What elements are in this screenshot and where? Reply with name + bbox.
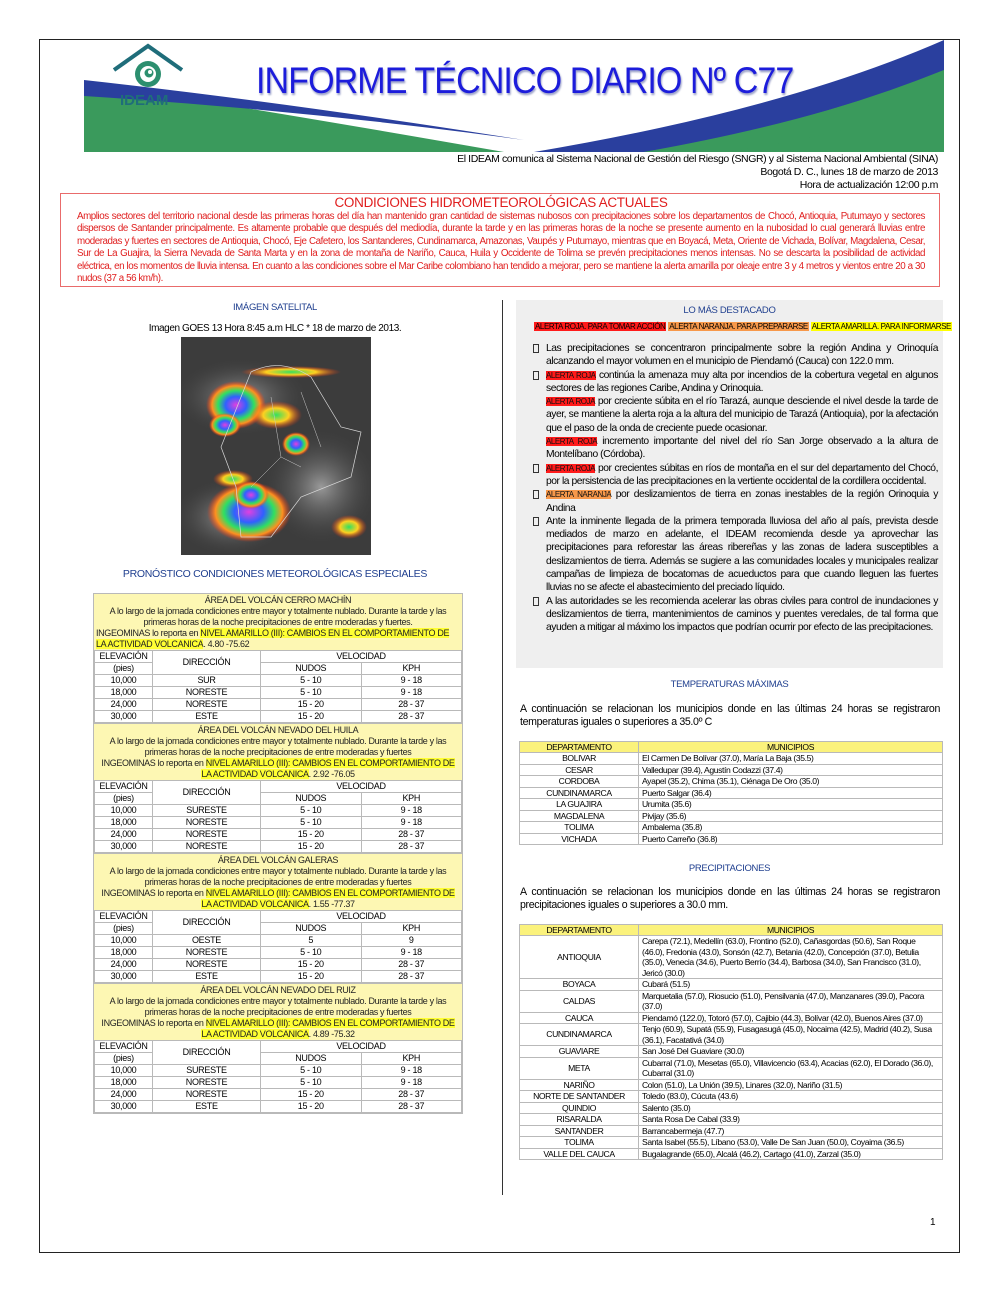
highlight-text: Ante la inminente llegada de la primera temporada lluviosa del año al país, prevista desde mediados de marzo en adelante, el IDEAM recomienda desde ya aprovechar las precipitaciones para reforestar las áreas ribereñas y las zonas de ladera susceptibles a deslizamientos de tierra. Además se sugiere a las comunidades locales y municipales realizar campañas de limpieza de bocatomas de acueductos para que cuando lleguen las fuertes lluvias no se afecte el abastecimiento del preciado líquido. <box>546 515 938 594</box>
col-elevation-unit: (pies) <box>95 663 153 675</box>
highlight-item <box>530 595 938 635</box>
col-knots: NUDOS <box>261 663 362 675</box>
bullet-box-icon <box>533 371 539 380</box>
table-row <box>95 805 462 817</box>
cell-department: CUNDINAMARCA <box>520 1024 639 1046</box>
cell-knots: 5 - 10 <box>261 675 362 687</box>
alert-tag-red: ALERTA ROJA <box>546 437 598 447</box>
temperatures-heading: TEMPERATURAS MÁXIMAS <box>670 679 789 690</box>
cell-kph: 28 - 37 <box>361 1089 462 1101</box>
cell-kph: 28 - 37 <box>361 971 462 983</box>
cell-direction: ESTE <box>153 1101 261 1113</box>
cell-department: SANTANDER <box>520 1125 639 1137</box>
highlight-text: Las precipitaciones se concentraron principalmente sobre la región Andina y Orinoquía alcanzando el mayor volumen en el municipio de Piendamó (Cauca) con 122.0 mm. <box>546 343 938 368</box>
alert-tag-red: ALERTA ROJA <box>546 397 595 407</box>
highlight-item <box>530 342 938 369</box>
table-row <box>520 1024 943 1046</box>
volcano-coords: . 4.80 -75.62 <box>203 639 250 649</box>
col-elevation: ELEVACIÓN <box>95 1041 153 1053</box>
satellite-heading: IMÁGEN SATELITAL <box>232 302 318 313</box>
cell-direction: NORESTE <box>153 959 261 971</box>
cell-knots: 15 - 20 <box>261 1101 362 1113</box>
col-knots: NUDOS <box>261 1053 362 1065</box>
ideam-logo-icon <box>108 42 188 92</box>
volcano-coords: . 4.89 -75.32 <box>308 1029 355 1039</box>
table-row <box>95 711 462 723</box>
satellite-map-graphic <box>181 337 371 555</box>
volcano-header <box>94 854 462 910</box>
col-speed: VELOCIDAD <box>261 911 462 923</box>
cell-elevation: 10,000 <box>95 675 153 687</box>
alert-level-highlight: NIVEL AMARILLO (III): CAMBIOS EN EL COMPORTAMIENTO DE LA ACTIVIDAD VOLCANICA <box>201 1018 455 1039</box>
cell-elevation: 24,000 <box>95 699 153 711</box>
table-row <box>95 947 462 959</box>
volcano-area-title: ÁREA DEL VOLCÁN GALERAS <box>217 855 339 865</box>
volcano-block-cerro-machin <box>93 593 463 724</box>
cell-direction: NORESTE <box>153 1089 261 1101</box>
cell-municipalities: El Carmen De Bolívar (37.0), María La Baja (35.5) <box>639 753 943 765</box>
cell-kph: 9 - 18 <box>361 817 462 829</box>
volcano-area-title: ÁREA DEL VOLCÁN CERRO MACHÍN <box>204 595 352 605</box>
volcano-coords: . 2.92 -76.05 <box>308 769 355 779</box>
cell-municipalities: Barrancabermeja (47.7) <box>639 1125 943 1137</box>
cell-elevation: 30,000 <box>95 711 153 723</box>
table-row <box>520 1046 943 1058</box>
volcano-description: A lo largo de la jornada condiciones entre mayor y totalmente nublado. Durante la tarde y las primeras horas de la noche precipitaciones de entre moderadas y fuertes <box>109 866 447 887</box>
cell-department: BOYACA <box>520 979 639 991</box>
col-elevation-unit: (pies) <box>95 923 153 935</box>
volcano-block-nevado-del-huila <box>93 723 463 854</box>
volcano-report <box>96 888 460 910</box>
cell-kph: 9 - 18 <box>361 947 462 959</box>
table-row <box>95 1077 462 1089</box>
cell-municipalities: Cubará (51.5) <box>639 979 943 991</box>
cell-department: NARIÑO <box>520 1079 639 1091</box>
volcano-description: A lo largo de la jornada condiciones entre mayor y totalmente nublado. Durante la tarde y las primeras horas de la noche precipitaciones de entre moderadas y fuertes <box>109 736 447 757</box>
cell-department: QUINDIO <box>520 1102 639 1114</box>
cell-municipalities: Piendamó (122.0), Totoró (57.0), Cajibio (44.3), Bolívar (42.0), Buenos Aires (37.0) <box>639 1012 943 1024</box>
highlight-text: continúa la amenaza muy alta por incendios de la cobertura vegetal en algunos sectores de las regiones Caribe, Andina y Orinoquia. <box>546 369 938 394</box>
cell-direction: SURESTE <box>153 805 261 817</box>
volcano-description: A lo largo de la jornada condiciones entre mayor y totalmente nublado. Durante la tarde y las primeras horas de la noche precipitaciones de entre moderadas y fuertes. <box>109 606 447 627</box>
table-row <box>520 1091 943 1103</box>
cell-municipalities: Ayapel (35.2), Chima (35.1), Ciénaga De Oro (35.0) <box>639 776 943 788</box>
cell-department: CORDOBA <box>520 776 639 788</box>
cell-knots: 15 - 20 <box>261 699 362 711</box>
table-row <box>95 1101 462 1113</box>
cell-kph: 9 <box>361 935 462 947</box>
cell-direction: ESTE <box>153 971 261 983</box>
cell-direction: OESTE <box>153 935 261 947</box>
report-prefix: INGEOMINAS lo reporta en <box>101 758 206 768</box>
cell-knots: 15 - 20 <box>261 829 362 841</box>
table-row <box>95 817 462 829</box>
cell-direction: SURESTE <box>153 1065 261 1077</box>
cell-direction: NORESTE <box>153 947 261 959</box>
cell-kph: 9 - 18 <box>361 1077 462 1089</box>
table-row <box>520 753 943 765</box>
cell-municipalities: Pivijay (35.6) <box>639 810 943 822</box>
col-speed: VELOCIDAD <box>261 781 462 793</box>
table-row <box>95 1089 462 1101</box>
cell-knots: 5 - 10 <box>261 1065 362 1077</box>
col-elevation: ELEVACIÓN <box>95 781 153 793</box>
cell-knots: 15 - 20 <box>261 841 362 853</box>
cell-municipalities: Puerto Salgar (36.4) <box>639 787 943 799</box>
cell-kph: 28 - 37 <box>361 829 462 841</box>
alert-level-highlight: NIVEL AMARILLO (III): CAMBIOS EN EL COMPORTAMIENTO DE LA ACTIVIDAD VOLCANICA <box>201 758 455 779</box>
col-department: DEPARTAMENTO <box>520 925 639 936</box>
bullet-box-icon <box>533 490 539 499</box>
table-row <box>95 971 462 983</box>
col-department: DEPARTAMENTO <box>520 742 639 753</box>
precipitation-table <box>519 924 943 1160</box>
highlight-item <box>530 515 938 595</box>
table-row <box>95 959 462 971</box>
cell-direction: NORESTE <box>153 687 261 699</box>
cell-direction: NORESTE <box>153 1077 261 1089</box>
col-municipalities: MUNICIPIOS <box>639 925 943 936</box>
highlight-text: incremento importante del nivel del río San Jorge observado a la altura de Montelíbano (Córdoba). <box>546 436 938 461</box>
cell-knots: 5 - 10 <box>261 805 362 817</box>
cell-direction: SUR <box>153 675 261 687</box>
report-prefix: INGEOMINAS lo reporta en <box>101 1018 206 1028</box>
legend-yellow-alert: ALERTA AMARILLA. PARA INFORMARSE <box>811 322 951 331</box>
volcano-report <box>96 628 460 650</box>
cell-municipalities: Urumita (35.6) <box>639 799 943 811</box>
wind-table <box>94 910 462 983</box>
volcano-header <box>94 594 462 650</box>
cell-department: CALDAS <box>520 990 639 1012</box>
col-kph: KPH <box>361 923 462 935</box>
col-direction: DIRECCIÓN <box>153 1041 261 1065</box>
cell-direction: NORESTE <box>153 829 261 841</box>
volcano-report <box>96 758 460 780</box>
table-row <box>520 833 943 845</box>
update-time: Hora de actualización 12:00 p.m <box>799 179 938 191</box>
col-kph: KPH <box>361 663 462 675</box>
table-row <box>95 935 462 947</box>
cell-department: NORTE DE SANTANDER <box>520 1091 639 1103</box>
volcano-report <box>96 1018 460 1040</box>
cell-knots: 5 - 10 <box>261 687 362 699</box>
precipitation-heading: PRECIPITACIONES <box>688 863 771 874</box>
cell-kph: 9 - 18 <box>361 805 462 817</box>
col-elevation: ELEVACIÓN <box>95 911 153 923</box>
table-row <box>95 687 462 699</box>
bullet-box-icon <box>533 517 539 526</box>
satellite-caption: Imagen GOES 13 Hora 8:45 a.m HLC * 18 de marzo de 2013. <box>148 323 402 334</box>
cell-department: VALLE DEL CAUCA <box>520 1148 639 1160</box>
alert-tag-red: ALERTA ROJA <box>546 463 596 473</box>
bullet-box-icon <box>533 344 539 353</box>
temperatures-intro: A continuación se relacionan los municipios donde en las últimas 24 horas se registraron temperaturas iguales o superiores a 35.0º C <box>520 703 940 728</box>
legend-red-alert: ALERTA ROJA. PARA TOMAR ACCIÓN <box>535 322 666 331</box>
table-row <box>520 1148 943 1160</box>
volcano-block-nevado-del-ruiz <box>93 983 463 1114</box>
col-direction: DIRECCIÓN <box>153 651 261 675</box>
cell-department: VICHADA <box>520 833 639 845</box>
alert-level-highlight: NIVEL AMARILLO (III): CAMBIOS EN EL COMPORTAMIENTO DE LA ACTIVIDAD VOLCANICA <box>96 628 450 649</box>
conditions-text: Amplios sectores del territorio nacional desde las primeras horas del día han mantenido gran cantidad de sistemas nubosos con precipitaciones sobre los departamentos de Chocó, Antioquia, Putumayo y sectores dispersos de Santander principalmente. Es altamente probable que después del mediodía, durante la tarde y en las primeras horas de la noche se presente aumento en la nubosidad lo cual generará lluvias entre moderadas y fuertes en sectores de Antioquia, Chocó, Eje Cafetero, los Santanderes, Cundinamarca, Amazonas, Vaupés y Putumayo, mientras que en Boyacá, Meta, Oriente de Vichada, Bolívar, Magdalena, Cesar, Sur de La Guajira, la Sierra Nevada de Santa Marta y en la zona de montaña de Nariño, Cauca, Huila y Occidente de Tolima se prevén precipitaciones menos intensas. No se descarta la posibilidad de actividad eléctrica, en los momentos de lluvia intensa. En cuanto a las condiciones sobre el Mar Caribe colombiano han tendido a mejorar, pero se mantiene la alerta amarilla por oleaje entre 3 y 4 metros y vientos entre 20 a 30 nudos (37 a 56 km/h). <box>77 211 925 285</box>
volcano-header <box>94 724 462 780</box>
cell-direction: NORESTE <box>153 699 261 711</box>
report-prefix: INGEOMINAS lo reporta en <box>96 628 201 638</box>
cell-municipalities: Valledupar (39.4), Agustín Codazzi (37.4) <box>639 764 943 776</box>
report-prefix: INGEOMINAS lo reporta en <box>101 888 206 898</box>
table-row <box>520 1102 943 1114</box>
table-row <box>520 1114 943 1126</box>
cell-department: LA GUAJIRA <box>520 799 639 811</box>
table-row <box>520 764 943 776</box>
cell-municipalities: Colon (51.0), La Unión (39.5), Linares (32.0), Nariño (31.5) <box>639 1079 943 1091</box>
cell-knots: 15 - 20 <box>261 959 362 971</box>
cell-elevation: 24,000 <box>95 959 153 971</box>
highlight-text: por crecientes súbitas en ríos de montaña en el sur del departamento del Chocó, por la persistencia de las precipitaciones en la vertiente occidental de la cordillera occidental. <box>546 462 938 487</box>
cell-knots: 5 - 10 <box>261 1077 362 1089</box>
col-knots: NUDOS <box>261 793 362 805</box>
cell-department: BOLIVAR <box>520 753 639 765</box>
table-row <box>95 829 462 841</box>
cell-knots: 15 - 20 <box>261 971 362 983</box>
table-row <box>520 936 943 979</box>
cell-elevation: 18,000 <box>95 947 153 959</box>
table-row <box>520 810 943 822</box>
table-row <box>520 990 943 1012</box>
cell-municipalities: Cubarral (71.0), Mesetas (65.0), Villavicencio (63.4), Acacias (62.0), El Dorado (36.0), Cubarral (31.0) <box>639 1057 943 1079</box>
table-row <box>520 1079 943 1091</box>
table-row <box>95 675 462 687</box>
highlight-item <box>530 369 938 396</box>
cell-municipalities: Puerto Carreño (36.8) <box>639 833 943 845</box>
temperatures-table <box>519 741 943 845</box>
bullet-box-icon <box>533 464 539 473</box>
cell-kph: 9 - 18 <box>361 687 462 699</box>
volcano-header <box>94 984 462 1040</box>
cell-department: TOLIMA <box>520 822 639 834</box>
cell-knots: 5 <box>261 935 362 947</box>
table-row <box>520 1125 943 1137</box>
cell-department: TOLIMA <box>520 1137 639 1149</box>
column-divider <box>502 300 503 1195</box>
highlight-item <box>530 435 938 462</box>
col-elevation-unit: (pies) <box>95 1053 153 1065</box>
communication-block <box>457 153 938 192</box>
col-elevation-unit: (pies) <box>95 793 153 805</box>
cell-knots: 5 - 10 <box>261 817 362 829</box>
cell-department: CUNDINAMARCA <box>520 787 639 799</box>
col-direction: DIRECCIÓN <box>153 781 261 805</box>
col-municipalities: MUNICIPIOS <box>639 742 943 753</box>
table-row <box>520 1057 943 1079</box>
col-elevation: ELEVACIÓN <box>95 651 153 663</box>
volcano-block-galeras <box>93 853 463 984</box>
table-row <box>95 1065 462 1077</box>
col-speed: VELOCIDAD <box>261 1041 462 1053</box>
bullet-box-icon <box>533 597 539 606</box>
cell-municipalities: Bugalagrande (65.0), Alcalá (46.2), Cartago (41.0), Zarzal (35.0) <box>639 1148 943 1160</box>
cell-knots: 5 - 10 <box>261 947 362 959</box>
table-row <box>520 799 943 811</box>
highlight-item <box>530 395 938 435</box>
table-row <box>520 1137 943 1149</box>
wind-table <box>94 1040 462 1113</box>
cell-municipalities: Marquetalia (57.0), Riosucio (51.0), Pensilvania (47.0), Manzanares (39.0), Pacora (37.0) <box>639 990 943 1012</box>
cell-elevation: 30,000 <box>95 971 153 983</box>
volcano-description: A lo largo de la jornada condiciones entre mayor y totalmente nublado. Durante la tarde y las primeras horas de la noche precipitaciones de entre moderadas y fuertes <box>109 996 447 1017</box>
cell-municipalities: Ambalema (35.8) <box>639 822 943 834</box>
cell-elevation: 18,000 <box>95 817 153 829</box>
alert-tag-orange: ALERTA NARANJA <box>546 490 612 500</box>
cell-elevation: 24,000 <box>95 829 153 841</box>
wind-table <box>94 650 462 723</box>
report-title: INFORME TÉCNICO DIARIO Nº C77 <box>256 60 794 101</box>
cell-direction: NORESTE <box>153 841 261 853</box>
col-kph: KPH <box>361 793 462 805</box>
cell-department: CAUCA <box>520 1012 639 1024</box>
cell-department: ANTIOQUIA <box>520 936 639 979</box>
cell-kph: 28 - 37 <box>361 959 462 971</box>
cell-elevation: 24,000 <box>95 1089 153 1101</box>
volcano-area-title: ÁREA DEL VOLCÁN NEVADO DEL RUIZ <box>200 985 356 995</box>
cell-kph: 28 - 37 <box>361 841 462 853</box>
conditions-title: CONDICIONES HIDROMETEOROLÓGICAS ACTUALES <box>334 195 668 210</box>
communication-text: El IDEAM comunica al Sistema Nacional de Gestión del Riesgo (SNGR) y al Sistema Nacional Ambiental (SINA) <box>457 153 938 165</box>
precipitation-intro: A continuación se relacionan los municipios donde en las últimas 24 horas se registraron precipitaciones iguales o superiores a 30.0 mm. <box>520 886 940 911</box>
wind-table <box>94 780 462 853</box>
cell-direction: ESTE <box>153 711 261 723</box>
satellite-image <box>181 337 371 555</box>
col-knots: NUDOS <box>261 923 362 935</box>
cell-elevation: 10,000 <box>95 805 153 817</box>
table-row <box>520 979 943 991</box>
table-row <box>95 699 462 711</box>
legend-orange-alert: ALERTA NARANJA. PARA PREPARARSE <box>669 322 808 331</box>
cell-kph: 28 - 37 <box>361 699 462 711</box>
table-row <box>520 776 943 788</box>
report-date: Bogotá D. C., lunes 18 de marzo de 2013 <box>760 166 938 178</box>
col-speed: VELOCIDAD <box>261 651 462 663</box>
highlight-text: por deslizamientos de tierra en zonas inestables de la región Orinoquia y Andina <box>546 489 938 514</box>
cell-direction: NORESTE <box>153 817 261 829</box>
forecast-heading: PRONÓSTICO CONDICIONES METEOROLÓGICAS ESPECIALES <box>122 568 428 580</box>
table-row <box>520 1012 943 1024</box>
highlight-item <box>530 462 938 489</box>
cell-knots: 15 - 20 <box>261 1089 362 1101</box>
logo-text: IDEAM <box>120 92 169 109</box>
volcano-coords: . 1.55 -77.37 <box>308 899 355 909</box>
cell-department: META <box>520 1057 639 1079</box>
alert-legend <box>534 322 952 331</box>
highlight-item <box>530 488 938 515</box>
table-row <box>520 787 943 799</box>
cell-elevation: 18,000 <box>95 1077 153 1089</box>
table-row <box>95 841 462 853</box>
cell-municipalities: Santa Isabel (55.5), Líbano (53.0), Valle De San Juan (50.0), Coyaima (36.5) <box>639 1137 943 1149</box>
page-number: 1 <box>930 1217 936 1228</box>
cell-elevation: 18,000 <box>95 687 153 699</box>
col-kph: KPH <box>361 1053 462 1065</box>
cell-municipalities: Santa Rosa De Cabal (33.9) <box>639 1114 943 1126</box>
highlight-text: por creciente súbita en el río Tarazá, aunque desciende el nivel desde la tarde de ayer, se mantiene la alerta roja a la altura del municipio de Tarazá (Antioquia), por la afectación que el paso de la onda de creciente puede ocasionar. <box>546 396 938 434</box>
cell-elevation: 10,000 <box>95 1065 153 1077</box>
cell-municipalities: Toledo (83.0), Cúcuta (43.6) <box>639 1091 943 1103</box>
highlight-text: A las autoridades se les recomienda acelerar las obras civiles para control de inundaciones y deslizamientos de tierra, mantenimientos de caminos y puentes veredales, de tal forma que ayuden a mitigar al máximo los impactos que podrían ocurrir por efecto de las precipitaciones. <box>546 595 938 634</box>
cell-elevation: 30,000 <box>95 841 153 853</box>
cell-department: GUAVIARE <box>520 1046 639 1058</box>
cell-kph: 28 - 37 <box>361 711 462 723</box>
cell-department: CESAR <box>520 764 639 776</box>
cell-municipalities: Carepa (72.1), Medellín (63.0), Frontino (52.0), Cañasgordas (50.6), San Roque (46.0), Fredonia (43.0), Sonsón (42.7), Betania (42.0), Concepción (37.0), Betulia (35.0), Venecia (34.6), Puerto Berrío (34.4), Barbosa (34.0), San Francisco (31.0), Jericó (30.0) <box>639 936 943 979</box>
highlights-box <box>516 300 951 668</box>
highlights-heading: LO MÁS DESTACADO <box>683 305 776 316</box>
cell-kph: 9 - 18 <box>361 1065 462 1077</box>
cell-municipalities: Tenjo (60.9), Supatá (55.9), Fusagasugá (45.0), Nocaima (42.5), Madrid (40.2), Susa (36.1), Facatativá (34.0) <box>639 1024 943 1046</box>
alert-level-highlight: NIVEL AMARILLO (III): CAMBIOS EN EL COMPORTAMIENTO DE LA ACTIVIDAD VOLCANICA <box>201 888 455 909</box>
highlights-list <box>530 342 938 635</box>
cell-municipalities: Salento (35.0) <box>639 1102 943 1114</box>
cell-kph: 28 - 37 <box>361 1101 462 1113</box>
cell-knots: 15 - 20 <box>261 711 362 723</box>
volcano-area-title: ÁREA DEL VOLCÁN NEVADO DEL HUILA <box>197 725 359 735</box>
cell-kph: 9 - 18 <box>361 675 462 687</box>
cell-department: RISARALDA <box>520 1114 639 1126</box>
cell-department: MAGDALENA <box>520 810 639 822</box>
cell-elevation: 10,000 <box>95 935 153 947</box>
cell-elevation: 30,000 <box>95 1101 153 1113</box>
table-row <box>520 822 943 834</box>
cell-municipalities: San José Del Guaviare (30.0) <box>639 1046 943 1058</box>
col-direction: DIRECCIÓN <box>153 911 261 935</box>
alert-tag-red: ALERTA ROJA <box>546 370 596 380</box>
current-conditions-box <box>60 193 940 287</box>
